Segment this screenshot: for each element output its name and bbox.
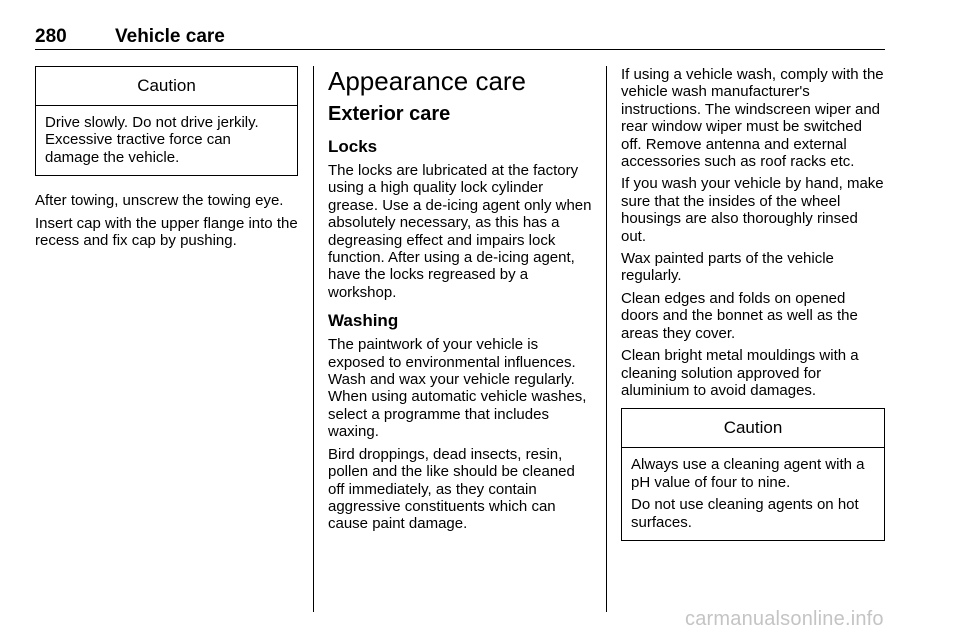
caution-body	[622, 448, 884, 540]
subsection-heading-locks: Locks	[328, 137, 378, 156]
subsection-heading-washing: Washing	[328, 311, 399, 331]
column-middle	[328, 66, 592, 538]
header-rule	[35, 49, 885, 50]
column-left	[35, 66, 298, 254]
caution-box	[35, 66, 298, 176]
caution-text: Drive slowly. Do not drive jerkily. Excessive tractive force can damage the vehicle.	[45, 114, 259, 166]
paragraph: If using a vehicle wash, comply with the vehicle wash manufacturer's instructions. The windscreen wiper and rear window wiper must be switched off. Remove antenna and external accessories such as roof racks etc.	[621, 66, 884, 171]
paragraph: Insert cap with the upper flange into the recess and fix cap by pushing.	[35, 214, 298, 250]
page-number: 280	[35, 26, 67, 47]
paragraph: The locks are lubricated at the factory using a high quality lock cylinder grease. Use a de-icing agent only when absolutely necessary, as this has a degreasing effect and impairs lock function. After using a de-icing agent, have the locks regreased by a workshop.	[328, 162, 592, 301]
page-heading: Appearance care	[328, 66, 527, 96]
paragraph: Clean edges and folds on opened doors and the bonnet as well as the areas they cover.	[621, 289, 858, 342]
caution-text: Always use a cleaning agent with a pH value of four to nine.	[631, 456, 865, 491]
paragraph: After towing, unscrew the towing eye.	[35, 192, 284, 210]
section-title: Vehicle care	[115, 26, 225, 47]
paragraph: If you wash your vehicle by hand, make sure that the insides of the wheel housings are also thoroughly rinsed out.	[621, 175, 884, 245]
paragraph: Bird droppings, dead insects, resin, pollen and the like should be cleaned off immediately, as they contain aggressive constituents which can cause paint damage.	[328, 445, 575, 533]
section-heading: Exterior care	[328, 103, 451, 125]
caution-body	[36, 106, 297, 175]
column-divider	[313, 66, 314, 612]
caution-title: Caution	[36, 67, 297, 106]
paragraph: The paintwork of your vehicle is exposed to environmental influences. Wash and wax your vehicle regularly. When using automatic vehicle washes, select a programme that includes waxing.	[328, 336, 587, 441]
column-right	[621, 66, 885, 541]
caution-box	[621, 408, 885, 541]
paragraph: Clean bright metal mouldings with a cleaning solution approved for aluminium to avoid damages.	[621, 347, 859, 399]
page-header	[35, 26, 885, 50]
paragraph: Wax painted parts of the vehicle regularly.	[621, 250, 834, 285]
column-divider	[606, 66, 607, 612]
watermark: carmanualsonline.info	[685, 608, 884, 630]
caution-text: Do not use cleaning agents on hot surfaces.	[631, 496, 859, 531]
caution-title: Caution	[622, 409, 884, 448]
